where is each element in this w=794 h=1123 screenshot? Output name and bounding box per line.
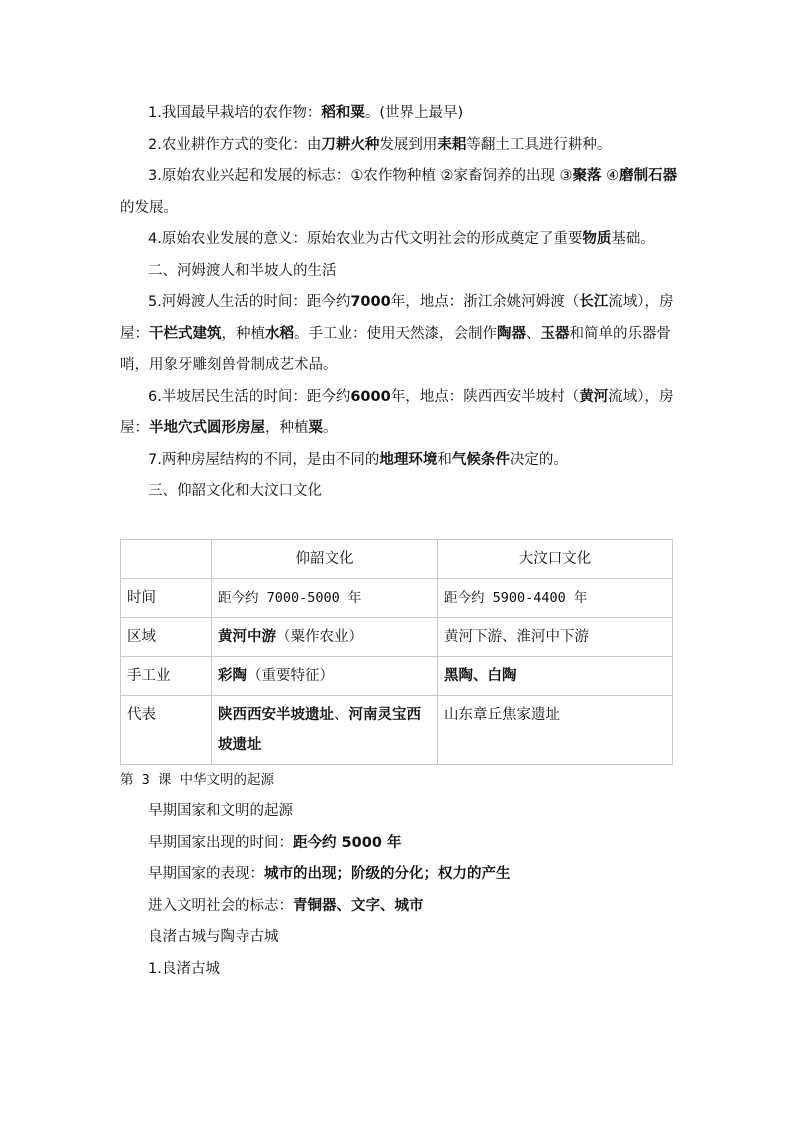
- text-run: 决定的。: [509, 451, 568, 468]
- table-header-cell: 仰韶文化: [212, 539, 438, 578]
- table-header-cell: 大汶口文化: [438, 539, 673, 578]
- table-row: [121, 578, 673, 617]
- bold-text: 耒耜: [437, 136, 467, 153]
- dawenkou-cell: [438, 695, 673, 764]
- dawenkou-cell: [438, 578, 673, 617]
- paragraph: [120, 476, 680, 508]
- bold-text: 干栏式建筑: [149, 325, 222, 342]
- text-run: 1.良渚古城: [148, 960, 220, 977]
- bold-text: 气候条件: [451, 451, 510, 468]
- text-run: 2.农业耕作方式的变化：由: [148, 136, 322, 153]
- bold-text: 长江: [579, 294, 609, 310]
- text-run: 良渚古城与陶寺古城: [148, 929, 279, 945]
- text-run: ④: [601, 168, 620, 184]
- bold-text: 距今约 5000 年: [293, 834, 402, 851]
- lesson-title: 第 3 课 中华文明的起源: [120, 771, 275, 788]
- paragraph-list: [120, 98, 680, 508]
- text-run: 1.我国最早栽培的农作物：: [148, 105, 322, 121]
- bold-text: 地理环境: [379, 451, 438, 468]
- text-run: 基础。: [611, 231, 655, 247]
- paragraph: [120, 954, 680, 986]
- table-body: [121, 578, 673, 764]
- text-run: 三、仰韶文化和大汶口文化: [148, 483, 322, 499]
- bold-text: 陕西西安半坡遗址: [218, 706, 334, 723]
- text-run: 二、河姆渡人和半坡人的生活: [148, 262, 337, 279]
- text-run: 3.原始农业兴起和发展的标志：①农作物种植 ②家畜饲养的出现 ③: [148, 168, 573, 184]
- bold-text: 黄河: [579, 388, 609, 405]
- paragraph: [120, 224, 680, 256]
- paragraph: [120, 859, 680, 891]
- text-run: 的发展。: [120, 199, 178, 216]
- text-run: 年，地点：浙江余姚河姆渡（: [390, 294, 580, 310]
- text-run: 和简单的乐器骨哨，用象牙雕刻兽骨制成艺术品。: [120, 325, 671, 373]
- document-content: [120, 98, 680, 985]
- bold-text: 稻和粟: [321, 105, 365, 121]
- bold-text: 彩陶: [218, 667, 247, 684]
- paragraph: [120, 922, 680, 954]
- bold-text: 聚落: [572, 168, 602, 184]
- text-run: 等翻土工具进行耕种。: [466, 136, 612, 153]
- text-run: 年，地点：陕西西安半坡村（: [390, 388, 580, 405]
- paragraph: [120, 161, 680, 224]
- bold-text: 粟: [308, 420, 323, 436]
- paragraph: [120, 796, 680, 828]
- paragraph: [120, 98, 680, 130]
- row-label-cell: 代表: [121, 695, 212, 764]
- bold-text: 磨制石器: [619, 168, 678, 184]
- bold-text: 黑陶、白陶: [444, 667, 517, 684]
- yangshao-cell: [212, 695, 438, 764]
- text-run: 5.河姆渡人生活的时间：距今约: [148, 294, 351, 310]
- bold-text: 城市的出现；阶级的分化；权力的产生: [264, 866, 511, 882]
- yangshao-cell: [212, 578, 438, 617]
- culture-comparison-table: [120, 539, 673, 765]
- text-run: ，种植: [221, 325, 265, 342]
- bold-text: 半地穴式圆形房屋: [149, 420, 265, 436]
- bold-text: 黄河中游: [218, 628, 276, 645]
- bold-text: 陶器: [497, 325, 526, 342]
- bold-text: 6000: [350, 388, 391, 405]
- table-row: [121, 695, 673, 764]
- text-run: 发展到用: [379, 136, 438, 153]
- text-run: 流域），房屋：: [120, 388, 674, 436]
- yangshao-cell: [212, 656, 438, 695]
- text-run: 黄河下游、淮河中下游: [444, 628, 589, 645]
- bold-text: 青铜器、文字、城市: [293, 897, 424, 914]
- yangshao-cell: [212, 617, 438, 656]
- text-run: 流域），房屋：: [120, 294, 674, 342]
- text-run: 距今约 5900-4400 年: [444, 589, 588, 606]
- row-label-cell: 区域: [121, 617, 212, 656]
- paragraph: [120, 445, 680, 477]
- dawenkou-cell: [438, 617, 673, 656]
- paragraph: [120, 256, 680, 288]
- text-run: 。(世界上最早): [364, 105, 464, 121]
- text-run: （粟作农业）: [276, 628, 363, 645]
- bold-text: 7000: [350, 294, 391, 310]
- paragraph: [120, 130, 680, 162]
- paragraph-list-after: [120, 796, 680, 985]
- table: [120, 539, 673, 765]
- dawenkou-cell: [438, 656, 673, 695]
- bold-text: 河南灵宝西坡遗址: [218, 706, 421, 753]
- bold-text: 玉器: [540, 325, 570, 342]
- row-label-cell: 手工业: [121, 656, 212, 695]
- text-run: 山东章丘焦家遗址: [444, 706, 560, 723]
- text-run: 6.半坡居民生活的时间：距今约: [148, 388, 351, 405]
- table-row: [121, 617, 673, 656]
- text-run: 、: [334, 706, 349, 723]
- text-run: 早期国家和文明的起源: [148, 803, 293, 819]
- text-run: 。: [323, 420, 338, 436]
- table-row: [121, 656, 673, 695]
- text-run: 和: [437, 451, 452, 468]
- text-run: 进入文明社会的标志：: [148, 897, 293, 914]
- text-run: 、: [526, 325, 541, 342]
- row-label-cell: 时间: [121, 578, 212, 617]
- paragraph: [120, 382, 680, 445]
- bold-text: 物质: [582, 231, 612, 247]
- text-run: （重要特征）: [247, 667, 334, 684]
- paragraph: [120, 287, 680, 382]
- text-run: 早期国家的表现：: [148, 866, 264, 882]
- text-run: ，种植: [265, 420, 309, 436]
- bold-text: 水稻: [265, 325, 294, 342]
- paragraph: [120, 891, 680, 923]
- text-run: 。手工业：使用天然漆，会制作: [294, 325, 497, 342]
- table-header-cell: [121, 539, 212, 578]
- text-run: 早期国家出现的时间：: [148, 834, 293, 851]
- text-run: 7.两种房屋结构的不同，是由不同的: [148, 451, 380, 468]
- table-header-row: [121, 539, 673, 578]
- text-run: 距今约 7000-5000 年: [218, 589, 362, 606]
- paragraph: [120, 828, 680, 860]
- bold-text: 刀耕火种: [321, 136, 380, 153]
- text-run: 4.原始农业发展的意义：原始农业为古代文明社会的形成奠定了重要: [148, 231, 583, 247]
